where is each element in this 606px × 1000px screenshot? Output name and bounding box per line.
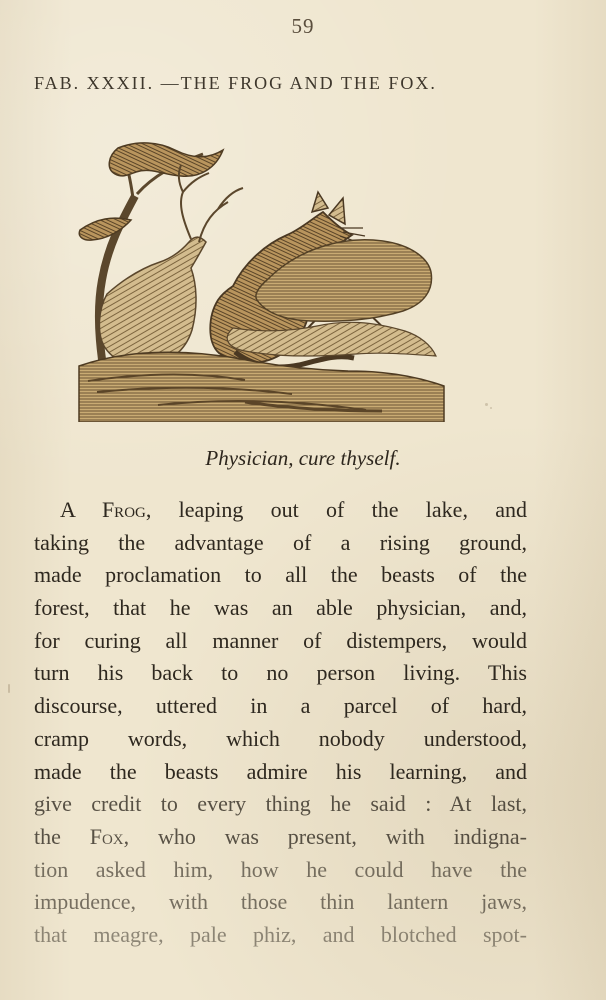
body-line-11 [34,821,527,854]
body-line-2: taking the advantage of a rising ground, [34,529,527,555]
body-line-13: impudence, with those thin lantern jaws, [34,889,527,915]
body-line-5: for curing all manner of distempers, would [34,627,527,653]
fox-lead: Fox [89,823,124,849]
body-line-11-lead: the [34,823,90,849]
body-line-1-rest: , leaping out of the lake, and [145,497,527,522]
body-line-10: give credit to every thing he said : At last, [34,791,527,817]
illustration-caption: Physician, cure thyself. [205,446,401,470]
running-head: FAB. XXXII. —THE FROG AND THE FOX. [34,73,437,93]
paper-spot [8,684,10,693]
body-line-3: made proclamation to all the beasts of the [34,562,527,588]
body-line-8: cramp words, which nobody understood, [34,725,527,751]
paper-spot [485,403,488,406]
body-line-7: discourse, uttered in a parcel of hard, [34,693,527,719]
paper-spot [490,407,492,409]
body-line-9: made the beasts admire his learning, and [34,758,527,784]
body-line-6: turn his back to no person living. This [34,660,527,686]
body-line-4: forest, that he was an able physician, and, [34,595,527,621]
frog-lead: A Frog [60,497,146,522]
body-line-14: that meagre, pale phiz, and blotched spot- [34,921,527,947]
page-number: 59 [291,14,315,38]
body-line-11-rest: , who was present, with indigna- [123,823,527,849]
body-line-1 [34,494,527,527]
fable-body [34,494,527,952]
body-line-12: tion asked him, how he could have the [34,856,527,882]
woodcut-illustration [73,140,448,422]
